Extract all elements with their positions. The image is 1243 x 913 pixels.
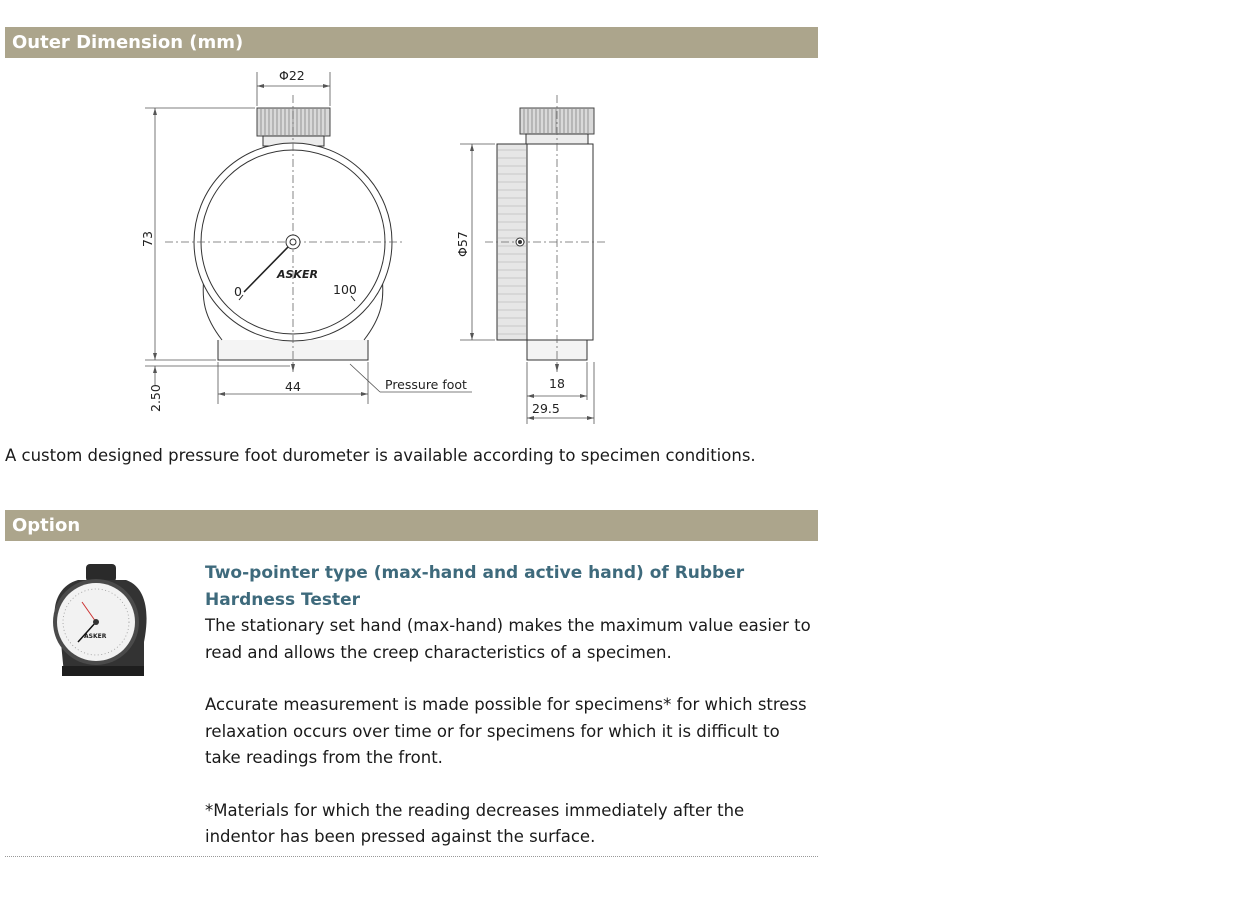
- thumbnail-brand-logo: ASKER: [84, 633, 107, 640]
- dim-44: 44: [285, 379, 301, 394]
- section-divider: [5, 856, 818, 857]
- two-pointer-tester-thumbnail: [48, 562, 150, 680]
- dial-scale-0: 0: [234, 284, 242, 299]
- outer-dimension-diagram: [130, 62, 610, 427]
- pressure-foot-label: Pressure foot: [385, 377, 467, 392]
- option-description: [205, 560, 818, 851]
- custom-foot-note: A custom designed pressure foot durometer is available according to specimen conditions.: [5, 446, 756, 465]
- dim-phi57: Φ57: [455, 231, 470, 257]
- section-header-outer-dimension: Outer Dimension (mm): [5, 27, 818, 58]
- option-footnote: *Materials for which the reading decreases immediately after the indentor has been pressed against the surface.: [205, 800, 745, 846]
- dial-scale-100: 100: [333, 282, 357, 297]
- dim-29-5: 29.5: [532, 401, 560, 416]
- dim-2-50: 2.50: [148, 384, 163, 412]
- front-view: [165, 95, 405, 372]
- section-header-option: Option: [5, 510, 818, 541]
- dim-phi22: Φ22: [279, 68, 305, 83]
- dim-73: 73: [140, 231, 155, 247]
- option-paragraph-1: The stationary set hand (max-hand) makes the maximum value easier to read and allows the creep characteristics of a specimen.: [205, 616, 811, 662]
- dial-brand-logo: ASKER: [277, 268, 318, 281]
- option-paragraph-2: Accurate measurement is made possible for specimens* for which stress relaxation occurs over time or for specimens for which it is difficult to take readings from the front.: [205, 695, 807, 767]
- side-view: [485, 95, 605, 372]
- option-title: Two-pointer type (max-hand and active hand) of Rubber Hardness Tester: [205, 563, 745, 610]
- dim-18: 18: [549, 376, 565, 391]
